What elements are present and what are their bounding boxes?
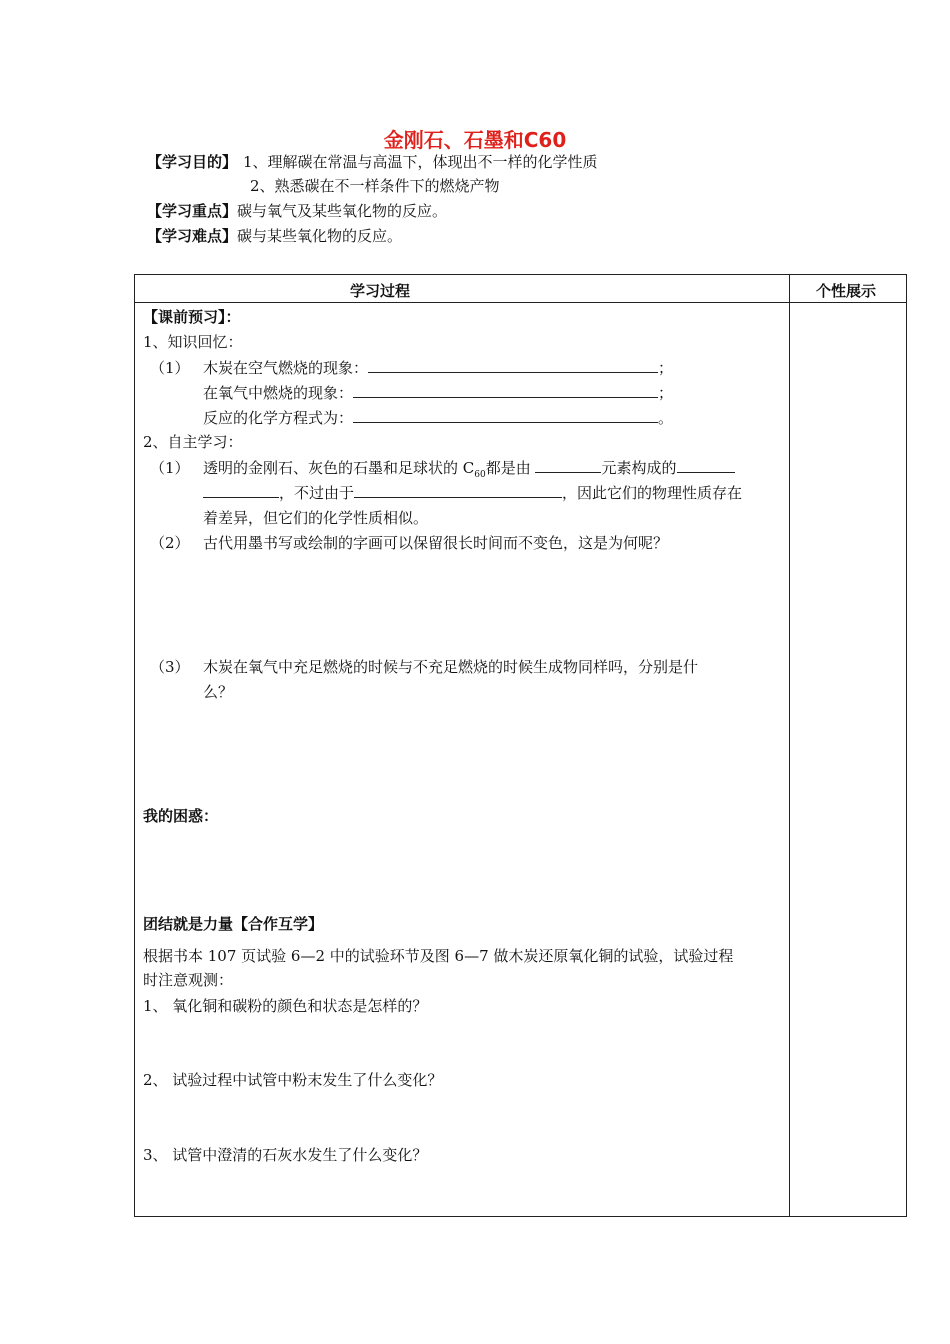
answer-blank[interactable] <box>677 458 735 473</box>
cooperation-q2: 2、 试验过程中试管中粉末发生了什么变化？ <box>143 1071 443 1089</box>
s1-line-3: 着差异，但它们的化学性质相似。 <box>203 509 429 527</box>
punctuation: ； <box>658 359 674 377</box>
s1-text-c: 元素构成的 <box>601 459 677 477</box>
s1-line-1 <box>203 457 735 480</box>
preview-heading: 【课前预习】： <box>143 308 241 326</box>
s1-text-d: ，不过由于 <box>279 484 355 502</box>
col-header-display: 个性展示 <box>816 282 877 300</box>
s3-number: （3） <box>150 658 190 676</box>
s3-line-1: 木炭在氧气中充足燃烧的时候与不充足燃烧的时候生成物同样吗，分别是什 <box>203 658 699 676</box>
cooperation-intro-2: 时注意观测： <box>143 971 234 989</box>
answer-blank[interactable] <box>354 483 562 498</box>
cooperation-q1: 1、 氧化铜和碳粉的颜色和状态是怎样的？ <box>143 997 428 1015</box>
key-label: 【学习重点】 <box>147 202 238 220</box>
difficulty-row <box>147 226 402 246</box>
s3-line-2: 么？ <box>203 683 234 701</box>
page-title: 金刚石、石墨和C60 <box>383 128 567 152</box>
recall-heading: 1、知识回忆： <box>143 333 243 351</box>
punctuation: 。 <box>658 409 674 427</box>
q1-air-text: 木炭在空气燃烧的现象： <box>203 359 369 377</box>
key-row <box>147 201 447 221</box>
s1-subscript: 60 <box>474 470 486 480</box>
objectives-label: 【学习目的】 <box>147 153 238 171</box>
header-divider <box>134 302 907 303</box>
punctuation: ； <box>658 384 674 402</box>
s1-text-a: 透明的金刚石、灰色的石墨和足球状的 C <box>203 459 475 477</box>
cooperation-intro-1: 根据书本 107 页试验 6—2 中的试验环节及图 6—7 做木炭还原氧化铜的试验，试验过程 <box>143 947 734 965</box>
s1-text-b: 都是由 <box>485 459 536 477</box>
q1-oxygen-text: 在氧气中燃烧的现象： <box>203 384 354 402</box>
s1-number: （1） <box>150 459 190 477</box>
objective-1: 1、理解碳在常温与高温下，体现出不一样的化学性质 <box>243 153 598 171</box>
answer-blank[interactable] <box>368 358 658 373</box>
answer-blank[interactable] <box>203 483 279 498</box>
answer-blank[interactable] <box>353 408 658 423</box>
key-text: 碳与氧气及某些氧化物的反应。 <box>237 202 448 220</box>
s1-line-2 <box>203 482 742 503</box>
difficulty-text: 碳与某些氧化物的反应。 <box>237 227 403 245</box>
s2-number: （2） <box>150 534 190 552</box>
q1-air-row <box>203 357 673 378</box>
column-divider <box>789 274 790 1217</box>
q1-oxygen-row <box>203 382 673 403</box>
cooperation-q3: 3、 试管中澄清的石灰水发生了什么变化？ <box>143 1146 428 1164</box>
confusion-heading: 我的困惑： <box>143 807 219 825</box>
answer-blank[interactable] <box>353 383 658 398</box>
answer-blank[interactable] <box>535 458 601 473</box>
s2-text: 古代用墨书写或绘制的字画可以保留很长时间而不变色，这是为何呢？ <box>203 534 669 552</box>
s1-text-e: ，因此它们的物理性质存在 <box>562 484 743 502</box>
col-header-process: 学习过程 <box>350 282 411 300</box>
q1-number: （1） <box>150 359 190 377</box>
q1-equation-row <box>203 407 673 428</box>
objectives-row <box>147 152 598 172</box>
cooperation-heading: 团结就是力量【合作互学】 <box>143 915 324 933</box>
q1-equation-text: 反应的化学方程式为： <box>203 409 354 427</box>
difficulty-label: 【学习难点】 <box>147 227 238 245</box>
objective-2: 2、熟悉碳在不一样条件下的燃烧产物 <box>250 177 500 195</box>
self-study-heading: 2、自主学习： <box>143 433 243 451</box>
